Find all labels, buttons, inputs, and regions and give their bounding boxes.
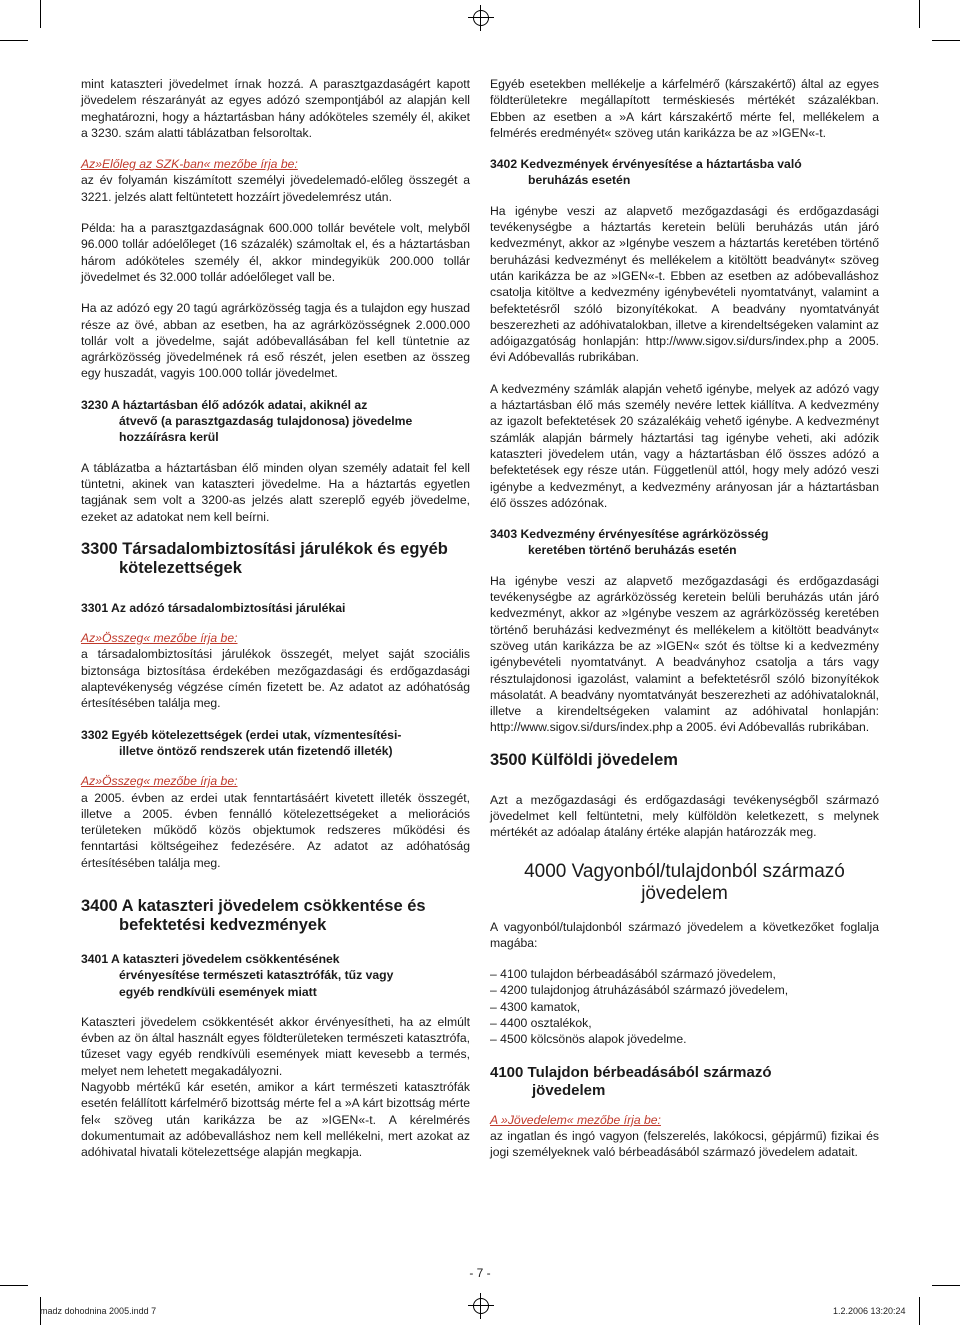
paragraph: az év folyamán kiszámított személyi jövedelemadó-előleg összegét a 3221. jelzés alatt feltüntetett hozzáírt jövedelemrész után. xyxy=(81,173,470,204)
section-heading-3230: 3230 A háztartásban élő adózók adatai, akiknél az átvevő (a parasztgazdaság tulajdonosa) jövedelme hozzáírásra kerül xyxy=(81,397,413,445)
list-item: – 4300 kamatok, xyxy=(490,999,879,1015)
field-label-osszeg: Az»Összeg« mezőbe írja be: xyxy=(81,774,238,789)
page-number: - 7 - xyxy=(469,1266,491,1280)
income-type-list xyxy=(490,966,879,1047)
paragraph: A táblázatba a háztartásban élő minden olyan személy adatait fel kell tüntetni, akinek van kataszteri jövedelme. Ha a háztartás egyetlen tagjának sem volt a 3200-as jelzés alatt szereplő egyéb jövedelme, ezeket az adatokat nem kell beírni. xyxy=(81,460,470,524)
paragraph: Nagyobb mértékű kár esetén, amikor a kárt természeti katasztrófák esetén felállított kárfelmérő bizottság mérte fel a »A kárt bizottság mérte fel« szöveg után karikázza be az »IGEN«-t. A kérelmérés dokumentumait az adóbevalláshoz nem kell mellékelni, mert azokat az adóhivatal hivatali kötelezettsége alapján megkapja. xyxy=(81,1080,470,1160)
field-label-osszeg: Az»Összeg« mezőbe írja be: xyxy=(81,631,238,646)
crop-mark xyxy=(0,40,28,41)
left-column xyxy=(81,76,470,1176)
file-name: madz dohodnina 2005.indd 7 xyxy=(40,1306,157,1316)
crop-mark xyxy=(932,40,960,41)
crop-mark xyxy=(919,1297,920,1325)
section-heading-3301: 3301 Az adózó társadalombiztosítási járulékai xyxy=(81,600,346,615)
field-label-jovedelem: A »Jövedelem« mezőbe írja be: xyxy=(490,1112,661,1127)
paragraph: a 2005. évben az erdei utak fenntartásáért kivetett illeték összegét, illetve a 2005. évben fennálló kötelezettségeket a meliorációs területeken működő közös objektumok redszeres működési és fenntartási költségeihez fedezésére. Az adatot az adóhatóság értesítésében találja meg. xyxy=(81,790,470,870)
paragraph: Ha igénybe veszi az alapvető mezőgazdasági és erdőgazdasági tevékenységbe a háztartás keretein belüli beruházás után járó kedvezményt, akkor az »Igénybe veszem a háztartás keretében történő beruházási kedvezményt és mellékelem a kitöltött beadványt« szöveg után karikázza be az »IGEN«-t. Ebben az esetben az adóbevalláshoz csatolja kitöltve a kedvezmény igénybevételi nyomtatványt, valamint a befektetésről szóló bizonyítékokat. A beadvány nyomtatványát beszerezheti az adóhivatalokban, illetve a kirendeltségeken valamint az adóigazgatóság honlapján: http://www.sigov.si/durs/index.php a 2005. évi Adóbevallás rubrikában. xyxy=(490,203,879,365)
crop-mark xyxy=(0,1285,28,1286)
section-heading-4100: 4100 Tulajdon bérbeadásából származó jövedelem xyxy=(490,1063,772,1099)
registration-mark-icon xyxy=(473,1298,489,1314)
list-item: – 4100 tulajdon bérbeadásából származó jövedelem, xyxy=(490,966,879,982)
paragraph: Kataszteri jövedelem csökkentését akkor érvényesítheti, ha az elmúlt évben az ön által használt egyes földterületeken természeti katasztrófa, tűzeset vagy egyéb rendkívüli események miatt kevesebb a termés, melyet nem lehetett megakadályozni. xyxy=(81,1014,470,1078)
right-column xyxy=(490,76,879,1176)
section-heading-3302: 3302 Egyéb kötelezettségek (erdei utak, vízmentesítési- illetve öntöző rendszerek után fizetendő illeték) xyxy=(81,727,402,758)
paragraph: A kedvezmény számlák alapján vehető igénybe, melyek az adózó vagy a háztartásban élő más személy nevére lettek kiállítva. A kedvezmény az igazolt befektetések 20 százalékáig vehető igénybe. A kedvezményt számlák alapján bármely háztartási tag igénybe veheti, aki adózik kataszteri jövedelem után, vagy a háztartásban élő összes adózó a befektetések egy része után. Függetlenül attól, hogy mely adózó veszi igénybe a kedvezményt, a kedvezmény arányosan jár a háztartásban élő összes adózónak. xyxy=(490,381,879,510)
section-heading-3401: 3401 A kataszteri jövedelem csökkentésének érvényesítése természeti katasztrófák, tűz vagy egyéb rendkívüli események miatt xyxy=(81,951,394,999)
list-item: – 4500 kölcsönös alapok jövedelme. xyxy=(490,1031,879,1047)
section-heading-3300: 3300 Társadalombiztosítási járulékok és egyéb kötelezettségek xyxy=(81,539,448,577)
paragraph: A vagyonból/tulajdonból származó jövedelem a következőket foglalja magába: xyxy=(490,919,879,950)
paragraph: az ingatlan és ingó vagyon (felszerelés, lakókocsi, gépjármű) fizikai és jogi személyeknek való bérbeadásából származó jövedelem adatait. xyxy=(490,1128,879,1160)
registration-mark-icon xyxy=(473,10,489,26)
field-label-szk: Az»Előleg az SZK-ban« mezőbe írja be: xyxy=(81,157,298,172)
section-heading-3400: 3400 A kataszteri jövedelem csökkentése és befektetési kedvezmények xyxy=(81,896,426,934)
paragraph: mint kataszteri jövedelmet írnak hozzá. A parasztgazdaságért kapott jövedelem részarányát az egyes adózó szempontjából az alapján kell meghatározni, hogy a háztartásban hány adóköteles személy él, akiket a 3230. szám alatti táblázatban felsoroltak. xyxy=(81,77,470,140)
list-item: – 4400 osztalékok, xyxy=(490,1015,879,1031)
crop-mark xyxy=(919,0,920,28)
crop-mark xyxy=(932,1285,960,1286)
section-heading-3500: 3500 Külföldi jövedelem xyxy=(490,750,678,769)
paragraph: Ha az adózó egy 20 tagú agrárközösség tagja és a tulajdon egy huszad része az övé, abban az esetben, ha az agrárközösségnek 2.000.000 tollár volt a jövedelme, saját adóbevallásában fel kell tüntetnie az agrárközösség jövedelmének rá eső részét, jelen esetben az összeg egy huszadát, vagyis 100.000 tollár jövedelmet. xyxy=(81,301,470,381)
section-heading-3403: 3403 Kedvezmény érvényesítése agrárközösség keretében történő beruházás esetén xyxy=(490,527,769,558)
paragraph: a társadalombiztosítási járulékok összegét, melyet saját szociális biztonsága biztosítása érdekében mezőgazdasági és erdőgazdasági alaptevékenység végzése címén fizetett be. Az adatot az adóhatóság értesítésében találja meg. xyxy=(81,647,470,711)
paragraph: Egyéb esetekben mellékelje a kárfelmérő (kárszakértő) által az egyes földterületekre megállapított terméskiesés mértékét százalékban. Ebben az esetben a »A kárt kárszakértő mérte fel, mellékelem a felmérés eredményét« szöveg után karikázza be az »IGEN«-t. xyxy=(490,77,879,140)
paragraph: Ha igénybe veszi az alapvető mezőgazdasági és erdőgazdasági tevékenységbe az agrárközösség keretein belüli beruházás után járó kedvezményt, akkor az »Igénybe veszem az agrárközösség keretében történő beruházási kedvezményt és mellékelem a kitöltött beadványt« szöveg után karikázza be az »IGEN« szót és töltse ki a kedvezmény igénybevételi nyomtatványt. A beadványhoz csatolja a társ vagy résztulajdonosi igazolást, valamint a befektetésről szóló bizonyítékok másolatát. A beadvány nyomtatványát beszerezheti az adóhivataloknál, illetve a kirendeltségeken valamint az adóhivatal honlapján: http://www.sigov.si/durs/index.php a 2005. évi Adóbevallás rubrikában. xyxy=(490,573,879,735)
list-item: – 4200 tulajdonjog átruházásából származó jövedelem, xyxy=(490,982,879,998)
example-paragraph: Példa: ha a parasztgazdaságnak 600.000 tollár bevétele volt, melyből 96.000 tollár adóelőleget (16 százalék) számoltak el, és a háztartásban három adóköteles személy él, akkor mindegyikük 200.000 tollár jövedelmet és 32.000 tollár adóelőleget vall be. xyxy=(81,221,470,284)
crop-mark xyxy=(40,0,41,28)
paragraph: Azt a mezőgazdasági és erdőgazdasági tevékenységből származó jövedelmet kell feltüntetni, mely külföldön keletkezett, s melynek mértékét az adóalap átalány értéke alapján határozzák meg. xyxy=(490,792,879,840)
chapter-heading-4000: 4000 Vagyonból/tulajdonból származó jövedelem xyxy=(524,860,845,904)
section-heading-3402: 3402 Kedvezmények érvényesítése a háztartásba való beruházás esetén xyxy=(490,157,802,188)
print-timestamp: 1.2.2006 13:20:24 xyxy=(833,1306,906,1316)
